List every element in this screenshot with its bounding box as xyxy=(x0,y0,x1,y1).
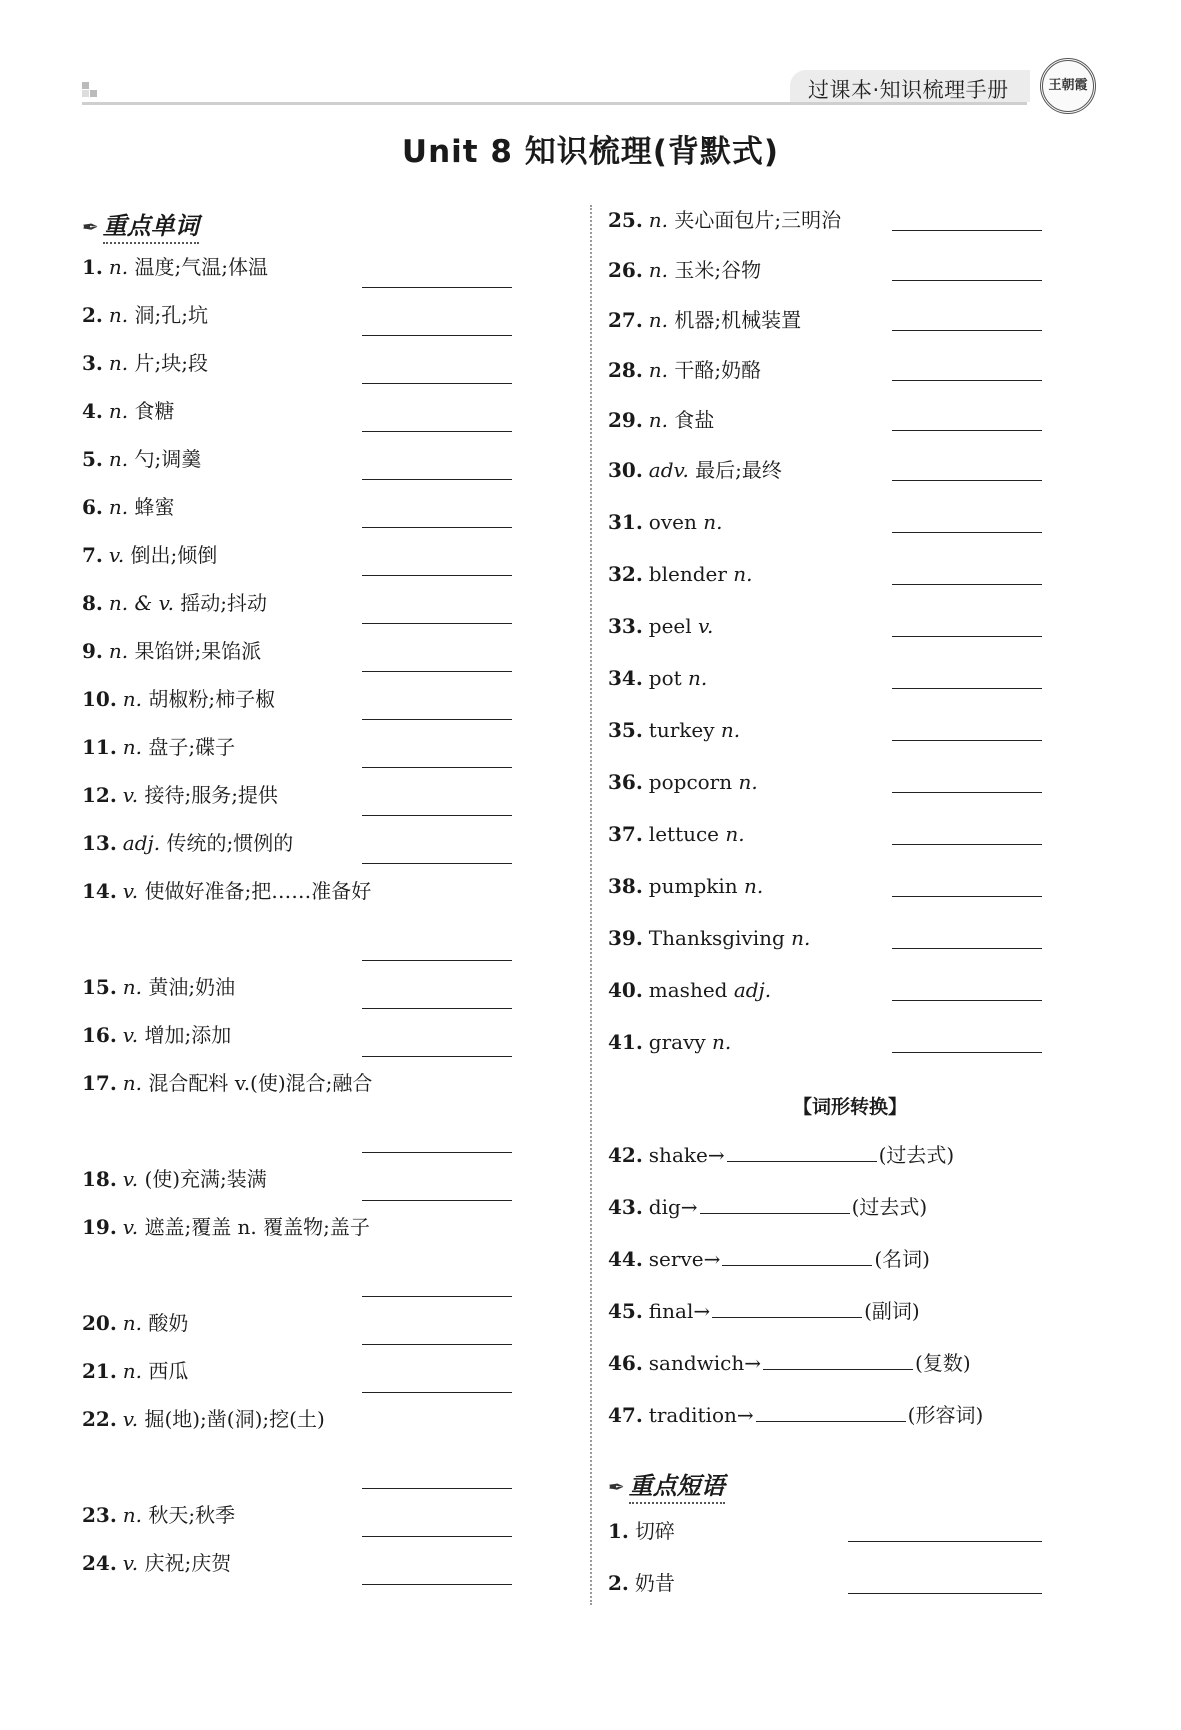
word-item xyxy=(82,495,175,519)
item-meaning: 干酪;奶酪 xyxy=(674,358,762,382)
answer-blank[interactable] xyxy=(892,948,1042,949)
part-of-speech: n. xyxy=(122,1071,143,1095)
item-meaning: 蜂蜜 xyxy=(134,495,175,519)
item-number: 10. xyxy=(82,687,117,711)
part-of-speech: v. xyxy=(122,1023,139,1047)
form-hint: (副词) xyxy=(864,1299,920,1323)
item-number: 28. xyxy=(608,358,643,382)
item-meaning: (使)充满;装满 xyxy=(144,1167,267,1191)
part-of-speech: n. xyxy=(108,639,129,663)
answer-blank[interactable] xyxy=(362,527,512,528)
item-number: 39. xyxy=(608,926,643,950)
form-hint: (形容词) xyxy=(907,1403,984,1427)
item-meaning: 食盐 xyxy=(674,408,715,432)
item-number: 13. xyxy=(82,831,117,855)
word-item xyxy=(82,1311,188,1335)
item-number: 24. xyxy=(82,1551,117,1575)
part-of-speech: v. xyxy=(122,783,139,807)
item-meaning: 胡椒粉;柿子椒 xyxy=(148,687,276,711)
answer-blank[interactable] xyxy=(362,815,512,816)
conversion-heading: 【词形转换】 xyxy=(792,1096,907,1118)
part-of-speech: n. xyxy=(703,510,723,534)
item-number: 3. xyxy=(82,351,103,375)
item-number: 43. xyxy=(608,1195,643,1219)
answer-blank[interactable] xyxy=(362,671,512,672)
form-hint: (名词) xyxy=(874,1247,930,1271)
answer-blank[interactable] xyxy=(362,1584,512,1585)
item-number: 19. xyxy=(82,1215,117,1239)
word-item xyxy=(82,1551,231,1575)
item-meaning: 混合配料 v.(使)混合;融合 xyxy=(148,1071,373,1095)
word-item xyxy=(608,258,761,282)
item-meaning: 黄油;奶油 xyxy=(148,975,236,999)
answer-blank[interactable] xyxy=(892,584,1042,585)
word-item xyxy=(608,510,722,534)
item-number: 45. xyxy=(608,1299,643,1323)
item-number: 40. xyxy=(608,978,643,1002)
item-number: 7. xyxy=(82,543,103,567)
answer-blank[interactable] xyxy=(727,1141,877,1162)
item-meaning: 增加;添加 xyxy=(144,1023,232,1047)
answer-blank[interactable] xyxy=(722,1245,872,1266)
word-item xyxy=(82,879,371,903)
word-item xyxy=(82,1407,325,1431)
conversion-item xyxy=(608,1193,927,1219)
answer-blank[interactable] xyxy=(362,1488,512,1489)
item-number: 5. xyxy=(82,447,103,471)
item-number: 9. xyxy=(82,639,103,663)
item-meaning: 勺;调羹 xyxy=(134,447,202,471)
answer-blank[interactable] xyxy=(892,792,1042,793)
item-number: 34. xyxy=(608,666,643,690)
item-word: oven xyxy=(648,510,697,534)
answer-blank[interactable] xyxy=(362,1200,512,1201)
quill-icon: ✒ xyxy=(608,1475,625,1499)
item-number: 47. xyxy=(608,1403,643,1427)
part-of-speech: n. xyxy=(108,495,129,519)
item-meaning: 温度;气温;体温 xyxy=(134,255,268,279)
item-number: 31. xyxy=(608,510,643,534)
form-hint: (过去式) xyxy=(878,1143,955,1167)
conversion-item xyxy=(608,1297,920,1323)
item-number: 38. xyxy=(608,874,643,898)
answer-blank[interactable] xyxy=(892,1052,1042,1053)
part-of-speech: n. xyxy=(108,399,129,423)
item-number: 33. xyxy=(608,614,643,638)
part-of-speech: adj. xyxy=(122,831,161,855)
word-item xyxy=(608,874,763,898)
answer-blank[interactable] xyxy=(362,479,512,480)
answer-blank[interactable] xyxy=(892,230,1042,231)
item-meaning: 西瓜 xyxy=(148,1359,189,1383)
word-item xyxy=(82,303,208,327)
word-item xyxy=(82,639,261,663)
part-of-speech: n. xyxy=(738,770,758,794)
word-item xyxy=(82,1167,267,1191)
section-title: 重点短语 xyxy=(629,1472,725,1504)
word-item xyxy=(608,358,761,382)
answer-blank[interactable] xyxy=(362,960,512,961)
item-number: 11. xyxy=(82,735,117,759)
item-number: 20. xyxy=(82,1311,117,1335)
section-key-words xyxy=(82,206,199,241)
part-of-speech: n. xyxy=(725,822,745,846)
item-number: 2. xyxy=(608,1571,629,1595)
item-number: 15. xyxy=(82,975,117,999)
part-of-speech: v. xyxy=(122,1551,139,1575)
conversion-item xyxy=(608,1349,971,1375)
part-of-speech: n. xyxy=(122,735,143,759)
item-meaning: 片;块;段 xyxy=(134,351,208,375)
form-hint: (过去式) xyxy=(851,1195,928,1219)
item-meaning: 接待;服务;提供 xyxy=(144,783,278,807)
part-of-speech: n. xyxy=(712,1030,732,1054)
item-number: 17. xyxy=(82,1071,117,1095)
answer-blank[interactable] xyxy=(362,1056,512,1057)
quill-icon: ✒ xyxy=(82,215,99,239)
word-item xyxy=(608,562,753,586)
answer-blank[interactable] xyxy=(712,1297,862,1318)
word-item xyxy=(82,1071,372,1095)
answer-blank[interactable] xyxy=(892,688,1042,689)
part-of-speech: n. xyxy=(108,255,129,279)
word-item xyxy=(82,783,278,807)
word-item xyxy=(82,1023,231,1047)
item-word: pot xyxy=(648,666,682,690)
word-item xyxy=(82,1503,235,1527)
item-word: tradition→ xyxy=(648,1403,754,1427)
conversion-item xyxy=(608,1141,954,1167)
item-meaning: 机器;机械装置 xyxy=(674,308,802,332)
part-of-speech: v. xyxy=(122,1167,139,1191)
item-number: 46. xyxy=(608,1351,643,1375)
item-number: 25. xyxy=(608,208,643,232)
answer-blank[interactable] xyxy=(362,863,512,864)
item-word: popcorn xyxy=(648,770,733,794)
item-meaning: 庆祝;庆贺 xyxy=(144,1551,232,1575)
word-item xyxy=(608,614,713,638)
item-number: 44. xyxy=(608,1247,643,1271)
word-item xyxy=(608,718,740,742)
item-meaning: 奶昔 xyxy=(634,1571,675,1595)
part-of-speech: n. xyxy=(108,303,129,327)
item-meaning: 最后;最终 xyxy=(695,458,782,482)
answer-blank[interactable] xyxy=(892,480,1042,481)
item-word: dig→ xyxy=(648,1195,698,1219)
item-number: 12. xyxy=(82,783,117,807)
word-item xyxy=(608,978,771,1002)
item-number: 1. xyxy=(608,1519,629,1543)
item-meaning: 夹心面包片;三明治 xyxy=(674,208,842,232)
answer-blank[interactable] xyxy=(362,1392,512,1393)
item-number: 37. xyxy=(608,822,643,846)
item-word: lettuce xyxy=(648,822,720,846)
word-item xyxy=(82,591,267,615)
item-meaning: 食糖 xyxy=(134,399,175,423)
item-number: 22. xyxy=(82,1407,117,1431)
item-word: peel xyxy=(648,614,692,638)
phrase-item xyxy=(608,1571,675,1595)
answer-blank[interactable] xyxy=(756,1401,906,1422)
item-meaning: 秋天;秋季 xyxy=(148,1503,236,1527)
part-of-speech: v. xyxy=(108,543,125,567)
item-number: 42. xyxy=(608,1143,643,1167)
brand-logo-text: 王朝霞 xyxy=(1048,78,1088,93)
item-meaning: 摇动;抖动 xyxy=(180,591,268,615)
word-item xyxy=(608,408,714,432)
answer-blank[interactable] xyxy=(362,431,512,432)
part-of-speech: n. xyxy=(108,351,129,375)
word-item xyxy=(608,458,782,482)
answer-blank[interactable] xyxy=(892,280,1042,281)
item-number: 14. xyxy=(82,879,117,903)
item-meaning: 使做好准备;把……准备好 xyxy=(144,879,372,903)
item-number: 21. xyxy=(82,1359,117,1383)
item-meaning: 倒出;倾倒 xyxy=(130,543,218,567)
item-number: 16. xyxy=(82,1023,117,1047)
column-divider xyxy=(590,205,592,1605)
phrase-item xyxy=(608,1519,675,1543)
word-item xyxy=(82,1359,188,1383)
answer-blank[interactable] xyxy=(848,1593,1042,1594)
item-meaning: 果馅饼;果馅派 xyxy=(134,639,262,663)
item-number: 30. xyxy=(608,458,643,482)
word-item xyxy=(608,308,801,332)
part-of-speech: n. xyxy=(648,408,669,432)
answer-blank[interactable] xyxy=(892,532,1042,533)
item-meaning: 切碎 xyxy=(634,1519,675,1543)
item-number: 36. xyxy=(608,770,643,794)
answer-blank[interactable] xyxy=(362,1536,512,1537)
part-of-speech: n. xyxy=(122,975,143,999)
item-number: 23. xyxy=(82,1503,117,1527)
answer-blank[interactable] xyxy=(892,1000,1042,1001)
part-of-speech: n. xyxy=(648,358,669,382)
answer-blank[interactable] xyxy=(362,719,512,720)
part-of-speech: v. xyxy=(122,1215,139,1239)
part-of-speech: n. xyxy=(744,874,764,898)
word-item xyxy=(82,255,268,279)
item-number: 29. xyxy=(608,408,643,432)
answer-blank[interactable] xyxy=(700,1193,850,1214)
item-meaning: 玉米;谷物 xyxy=(674,258,762,282)
item-number: 27. xyxy=(608,308,643,332)
word-item xyxy=(608,666,707,690)
answer-blank[interactable] xyxy=(848,1541,1042,1542)
item-number: 35. xyxy=(608,718,643,742)
item-word: Thanksgiving xyxy=(648,926,785,950)
item-number: 6. xyxy=(82,495,103,519)
answer-blank[interactable] xyxy=(892,740,1042,741)
item-word: serve→ xyxy=(648,1247,721,1271)
item-word: turkey xyxy=(648,718,715,742)
item-meaning: 传统的;惯例的 xyxy=(166,831,294,855)
answer-blank[interactable] xyxy=(362,335,512,336)
section-key-phrases xyxy=(608,1466,725,1501)
item-number: 18. xyxy=(82,1167,117,1191)
item-meaning: 洞;孔;坑 xyxy=(134,303,208,327)
answer-blank[interactable] xyxy=(362,1296,512,1297)
item-meaning: 掘(地);凿(洞);挖(土) xyxy=(144,1407,325,1431)
conversion-item xyxy=(608,1401,983,1427)
word-item xyxy=(608,926,810,950)
part-of-speech: n. xyxy=(122,1503,143,1527)
conversion-item xyxy=(608,1245,930,1271)
header-decoration xyxy=(82,82,104,102)
word-item xyxy=(82,399,175,423)
answer-blank[interactable] xyxy=(362,1008,512,1009)
item-number: 32. xyxy=(608,562,643,586)
page-title: Unit 8 知识梳理(背默式) xyxy=(401,134,780,170)
part-of-speech: n. xyxy=(648,258,669,282)
answer-blank[interactable] xyxy=(362,383,512,384)
part-of-speech: n. xyxy=(791,926,811,950)
item-number: 8. xyxy=(82,591,103,615)
section-title: 重点单词 xyxy=(103,212,199,244)
word-item xyxy=(608,822,745,846)
part-of-speech: v. xyxy=(122,879,139,903)
item-number: 26. xyxy=(608,258,643,282)
part-of-speech: adv. xyxy=(648,458,689,482)
answer-blank[interactable] xyxy=(362,623,512,624)
item-number: 1. xyxy=(82,255,103,279)
word-item xyxy=(82,543,217,567)
part-of-speech: adj. xyxy=(733,978,772,1002)
part-of-speech: n. xyxy=(648,208,669,232)
word-item xyxy=(82,687,275,711)
item-word: final→ xyxy=(648,1299,711,1323)
answer-blank[interactable] xyxy=(892,380,1042,381)
item-number: 4. xyxy=(82,399,103,423)
answer-blank[interactable] xyxy=(892,896,1042,897)
part-of-speech: n. & v. xyxy=(108,591,174,615)
item-meaning: 遮盖;覆盖 n. 覆盖物;盖子 xyxy=(144,1215,370,1239)
item-word: mashed xyxy=(648,978,728,1002)
answer-blank[interactable] xyxy=(362,287,512,288)
answer-blank[interactable] xyxy=(362,1344,512,1345)
answer-blank[interactable] xyxy=(892,844,1042,845)
word-item xyxy=(82,1215,370,1239)
part-of-speech: v. xyxy=(698,614,714,638)
word-item xyxy=(608,770,758,794)
answer-blank[interactable] xyxy=(362,575,512,576)
answer-blank[interactable] xyxy=(892,636,1042,637)
item-meaning: 酸奶 xyxy=(148,1311,189,1335)
header-text: 过课本·知识梳理手册 xyxy=(808,78,1009,102)
item-word: sandwich→ xyxy=(648,1351,762,1375)
item-meaning: 盘子;碟子 xyxy=(148,735,236,759)
part-of-speech: n. xyxy=(122,1359,143,1383)
item-number: 2. xyxy=(82,303,103,327)
answer-blank[interactable] xyxy=(763,1349,913,1370)
answer-blank[interactable] xyxy=(362,1152,512,1153)
word-item xyxy=(608,208,841,232)
answer-blank[interactable] xyxy=(892,430,1042,431)
item-word: gravy xyxy=(648,1030,706,1054)
part-of-speech: v. xyxy=(122,1407,139,1431)
word-item xyxy=(82,447,201,471)
form-hint: (复数) xyxy=(915,1351,971,1375)
word-item xyxy=(82,975,235,999)
brand-logo xyxy=(1040,58,1096,114)
item-word: pumpkin xyxy=(648,874,738,898)
part-of-speech: n. xyxy=(648,308,669,332)
word-item xyxy=(82,735,235,759)
part-of-speech: n. xyxy=(720,718,741,742)
part-of-speech: n. xyxy=(108,447,129,471)
answer-blank[interactable] xyxy=(892,330,1042,331)
answer-blank[interactable] xyxy=(362,767,512,768)
word-item xyxy=(82,831,293,855)
part-of-speech: n. xyxy=(733,562,753,586)
word-item xyxy=(82,351,208,375)
item-word: shake→ xyxy=(648,1143,725,1167)
part-of-speech: n. xyxy=(688,666,708,690)
word-item xyxy=(608,1030,731,1054)
part-of-speech: n. xyxy=(122,687,143,711)
item-word: blender xyxy=(648,562,727,586)
part-of-speech: n. xyxy=(122,1311,143,1335)
item-number: 41. xyxy=(608,1030,643,1054)
